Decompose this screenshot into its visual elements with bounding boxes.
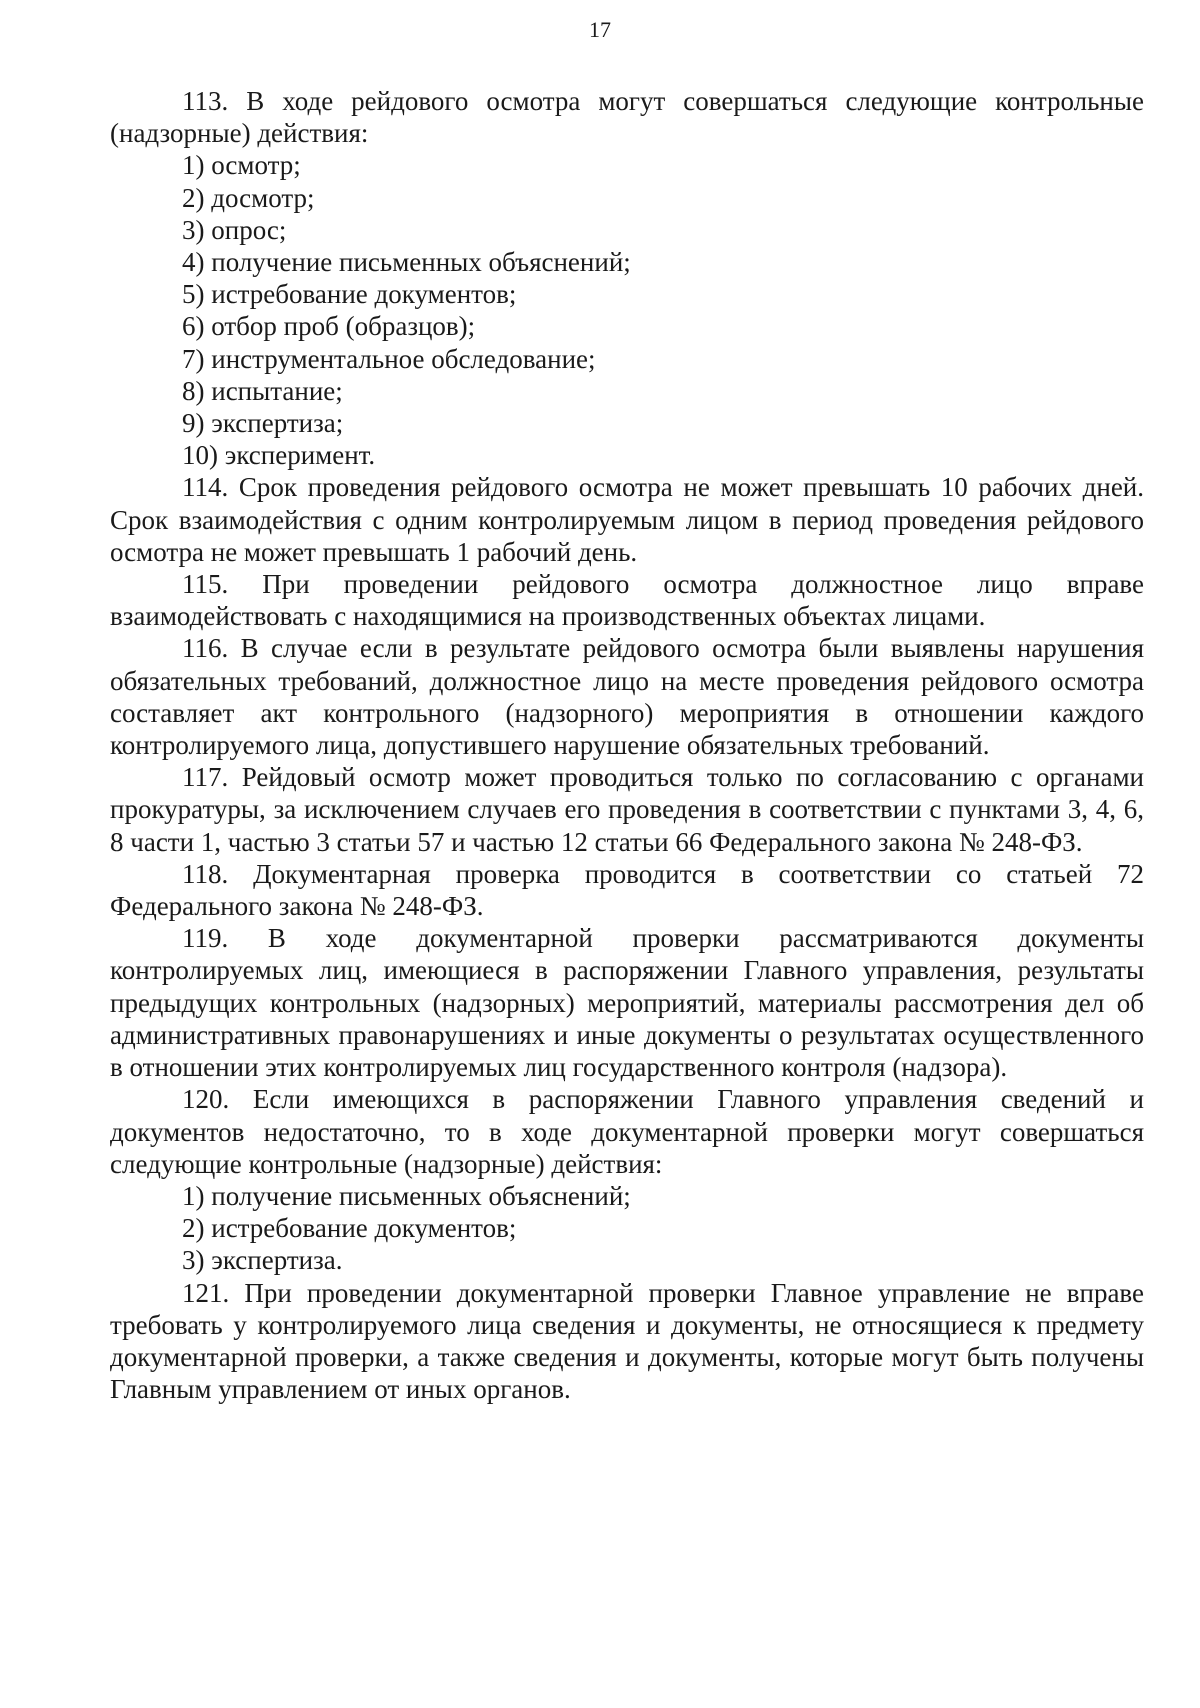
list-item: 10) эксперимент.: [182, 440, 376, 471]
paragraph: 119. В ходе документарной проверки рассматриваются документы контролируемых лиц, имеющиеся в распоряжении Главного управления, результаты предыдущих контрольных (надзорных) мероприятий, материалы рассмотрения дел об административных правонарушениях и иные документы о результатах осуществленного в отношении этих контролируемых лиц государственного контроля (надзора).: [110, 923, 1144, 1083]
list-item: 7) инструментальное обследование;: [182, 343, 596, 374]
list-item: 4) получение письменных объяснений;: [182, 247, 631, 278]
paragraph: 118. Документарная проверка проводится в соответствии со статьей 72 Федерального закона № 248-ФЗ.: [110, 858, 1144, 922]
list-item: 1) осмотр;: [182, 150, 301, 181]
paragraph: 113. В ходе рейдового осмотра могут совершаться следующие контрольные (надзорные) действия:: [110, 86, 1144, 149]
list-item: 1) получение письменных объяснений;: [182, 1180, 631, 1211]
list-item: 3) экспертиза.: [182, 1245, 343, 1276]
list-item: 5) истребование документов;: [182, 279, 517, 310]
list-item: 8) испытание;: [182, 375, 343, 406]
paragraph: 115. При проведении рейдового осмотра должностное лицо вправе взаимодействовать с находящимися на производственных объектах лицами.: [110, 569, 1144, 632]
document-body: [110, 85, 1144, 1405]
list-item: 9) экспертиза;: [182, 408, 344, 439]
paragraph: 116. В случае если в результате рейдового осмотра были выявлены нарушения обязательных требований, должностное лицо на месте проведения рейдового осмотра составляет акт контрольного (надзорного) мероприятия в отношении каждого контролируемого лица, допустившего нарушение обязательных требований.: [110, 633, 1144, 761]
paragraph: 117. Рейдовый осмотр может проводиться только по согласованию с органами прокуратуры, за исключением случаев его проведения в соответствии с пунктами 3, 4, 6, 8 части 1, частью 3 статьи 57 и частью 12 статьи 66 Федерального закона № 248-ФЗ.: [110, 762, 1144, 857]
list-item: 2) истребование документов;: [182, 1213, 517, 1244]
list-item: 3) опрос;: [182, 214, 287, 245]
paragraph: 120. Если имеющихся в распоряжении Главного управления сведений и документов недостаточно, то в ходе документарной проверки могут совершаться следующие контрольные (надзорные) действия:: [110, 1084, 1144, 1179]
page-number: 17: [589, 17, 611, 42]
list-item: 6) отбор проб (образцов);: [182, 311, 476, 342]
paragraph: 114. Срок проведения рейдового осмотра не может превышать 10 рабочих дней. Срок взаимодействия с одним контролируемым лицом в период проведения рейдового осмотра не может превышать 1 рабочий день.: [110, 472, 1144, 567]
paragraph: 121. При проведении документарной проверки Главное управление не вправе требовать у контролируемого лица сведения и документы, не относящиеся к предмету документарной проверки, а также сведения и документы, которые могут быть получены Главным управлением от иных органов.: [110, 1277, 1144, 1405]
list-item: 2) досмотр;: [182, 182, 315, 213]
